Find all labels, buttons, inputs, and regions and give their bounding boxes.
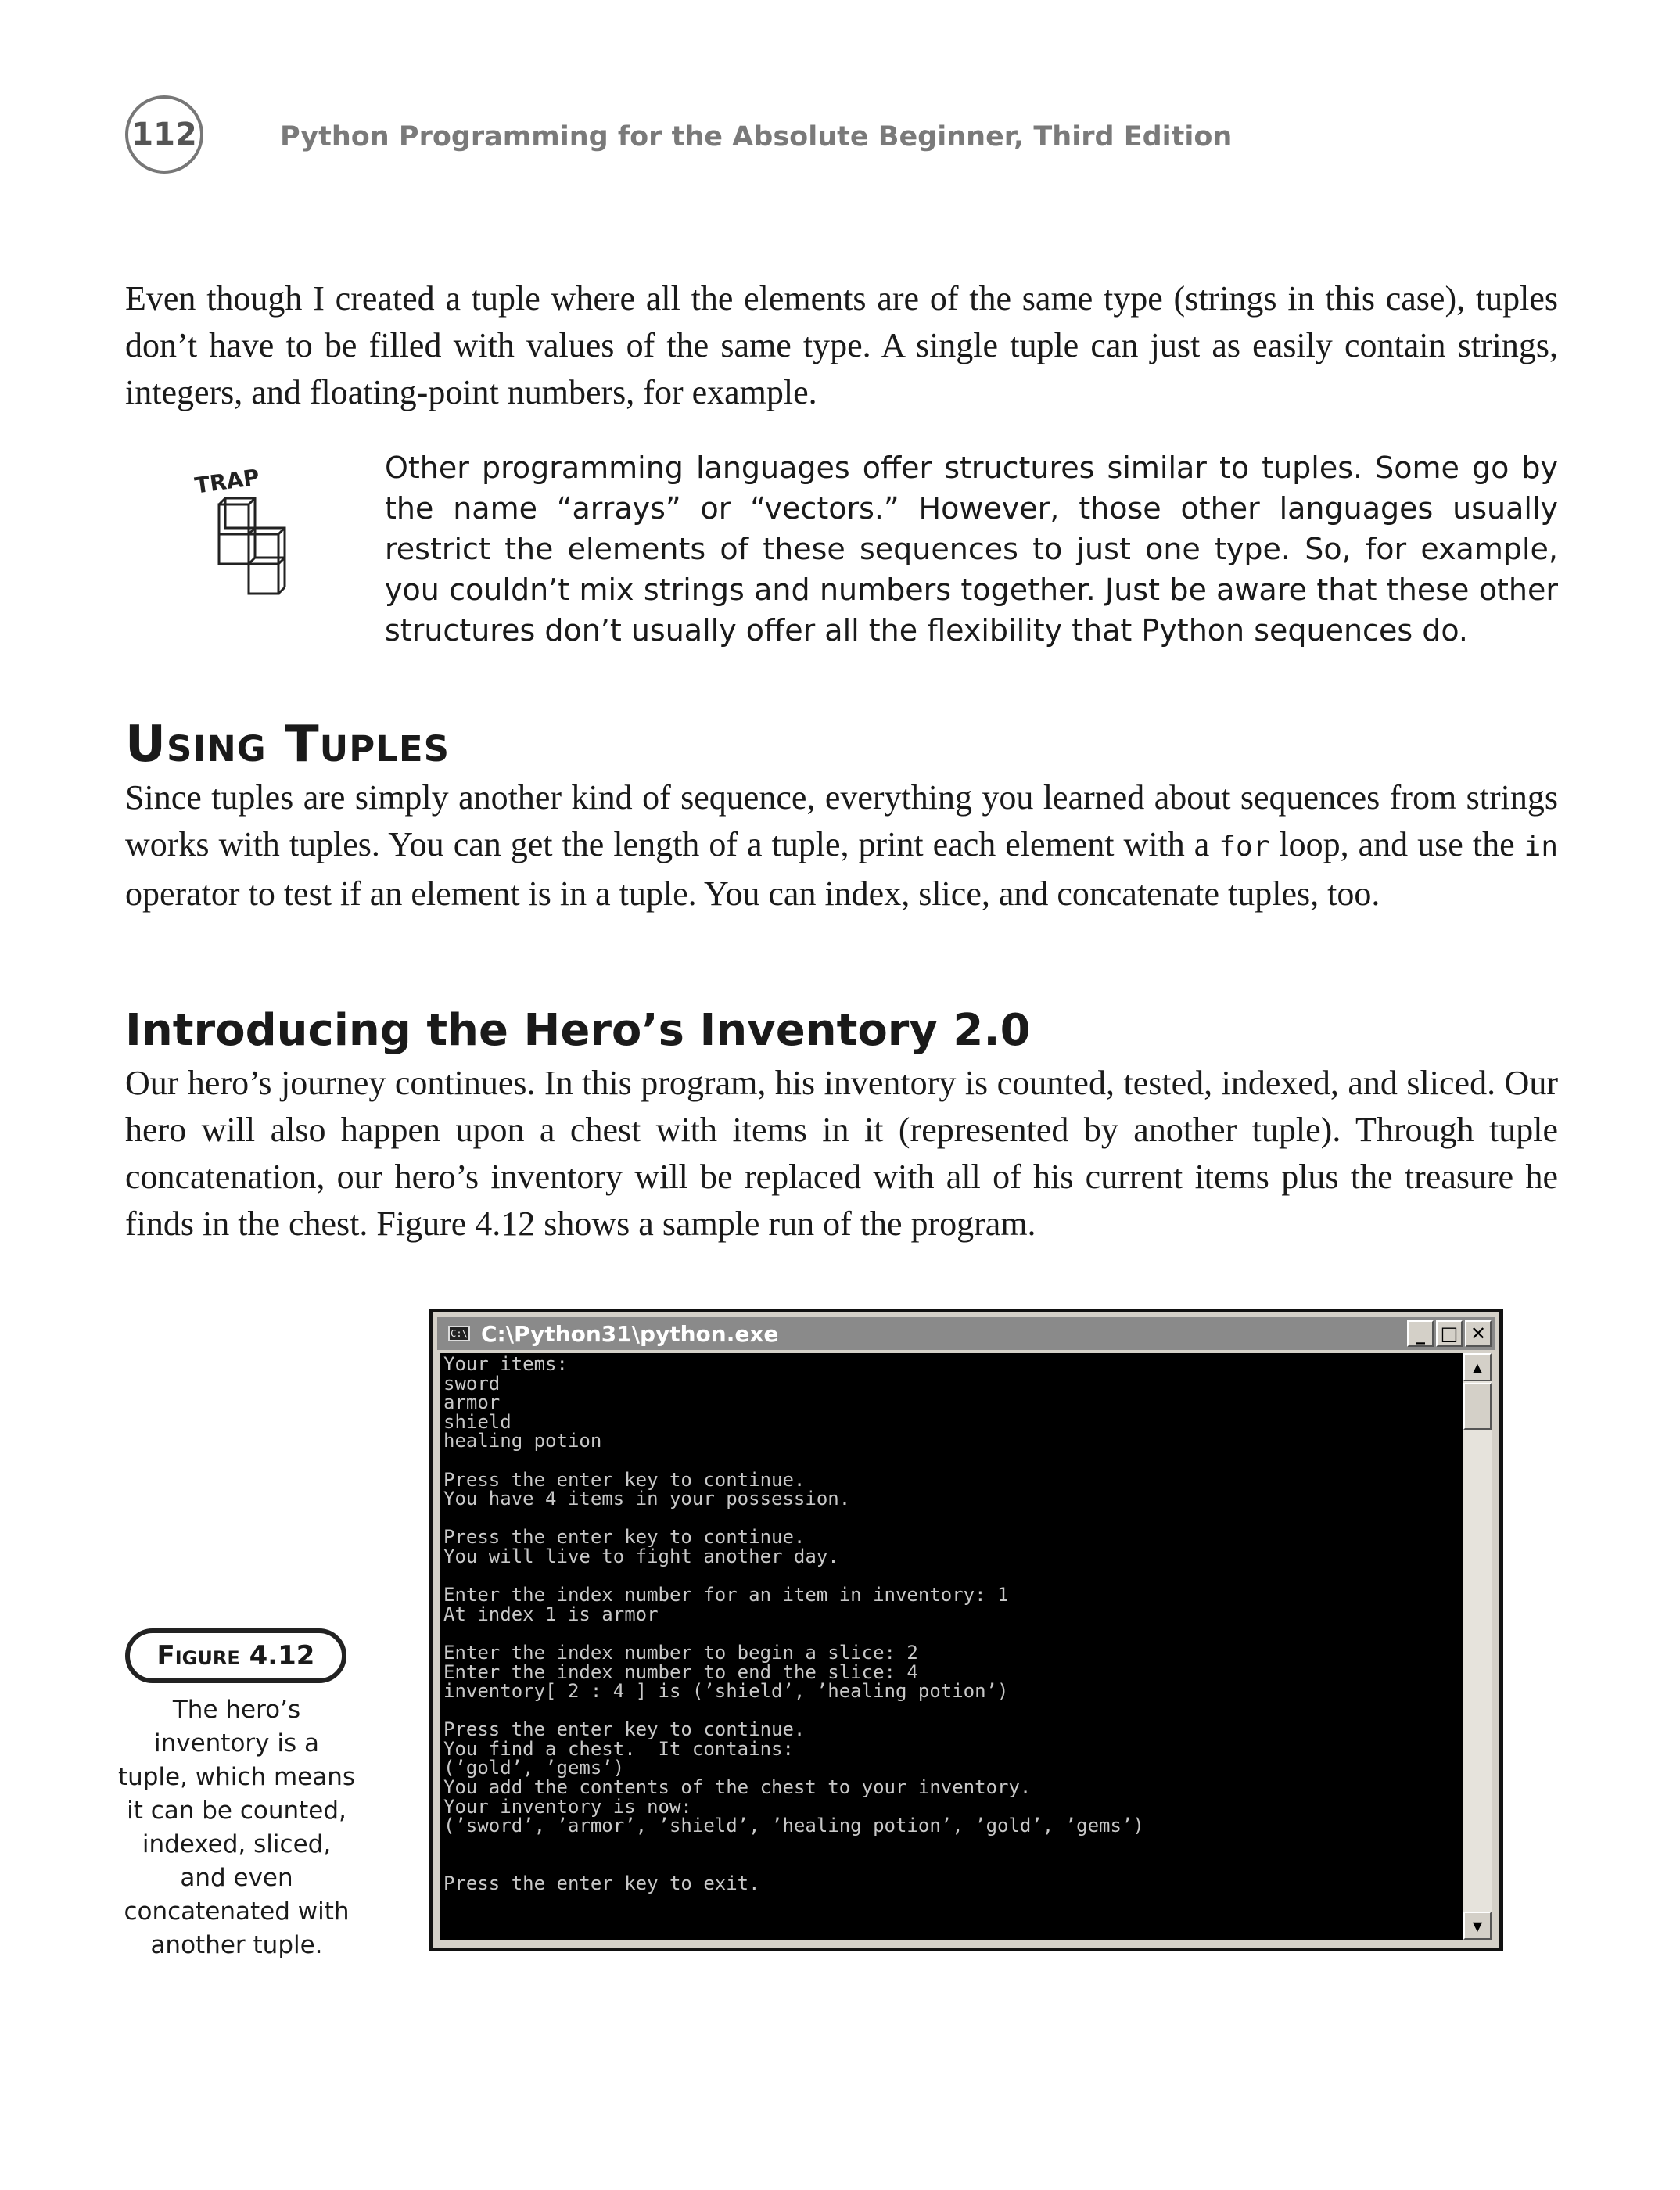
section-paragraph — [125, 774, 1558, 917]
close-button[interactable]: ✕ — [1465, 1320, 1492, 1347]
console-output: Your items: sword armor shield healing potion Press the enter key to continue. You have 4 items in your possession. Press the enter key to continue. You will live to fight another day. Enter the index number for an item in inventory: 1 At index 1 is armor Enter the index number to begin a slice: 2 Enter the index number to end the slice: 4 inventory[ 2 : 4 ] is (’shield’, ’healing potion’) Press the enter key to continue. You find a chest. It contains: (’gold’, ’gems’) You add the contents of the chest to your inventory. Your inventory is now: (’sword’, ’armor’, ’shield’, ’healing potion’, ’gold’, ’gems’) Press the enter key to exit. — [443, 1353, 1144, 1895]
window-controls — [1407, 1320, 1492, 1347]
console-scrollbar[interactable] — [1463, 1353, 1492, 1940]
scroll-thumb[interactable] — [1463, 1383, 1492, 1430]
trap-icon-label: TRAP — [193, 464, 261, 499]
trap-icon — [192, 458, 317, 606]
console-titlebar[interactable] — [437, 1317, 1495, 1350]
subsection-heading: Introducing the Hero’s Inventory 2.0 — [125, 1005, 1031, 1056]
code-for: for — [1219, 831, 1270, 863]
console-screen[interactable] — [440, 1353, 1463, 1940]
section-heading: Using Tuples — [125, 716, 451, 774]
figure-caption: The hero’s inventory is a tuple, which means it can be counted, indexed, sliced, and even concatenated with another tuple. — [117, 1696, 356, 1959]
intro-paragraph: Even though I created a tuple where all the elements are of the same type (strings in this case), tuples don’t have to be filled with values of the same type. A single tuple can just as easily contain strings, integers, and floating-point numbers, for example. — [125, 279, 1558, 411]
console-window — [429, 1309, 1503, 1951]
figure-label: Figure 4.12 — [125, 1628, 346, 1683]
section-text-1: Since tuples are simply another kind of sequence, everything you learned about sequences from strings works with tuples. You can get the length of a tuple, print each element with a — [125, 778, 1558, 863]
subsection-paragraph: Our hero’s journey continues. In this program, his inventory is counted, tested, indexed, and sliced. Our hero will also happen upon a chest with items in it (represented by another tuple). Through tuple concatenation, our hero’s inventory will be replaced with all of his current items plus the treasure he finds in the chest. Figure 4.12 shows a sample run of the program. — [125, 1064, 1558, 1243]
scroll-down-arrow-icon[interactable]: ▼ — [1463, 1912, 1492, 1940]
console-title: C:\Python31\python.exe — [481, 1320, 779, 1347]
code-in: in — [1524, 831, 1558, 863]
section-text-3: operator to test if an element is in a tuple. You can index, slice, and concatenate tuples, too. — [125, 874, 1380, 913]
trap-text: Other programming languages offer structures similar to tuples. Some go by the name “arrays” or “vectors.” However, those other languages usually restrict the elements of these sequences to just one type. So, for example, you couldn’t mix strings and numbers together. Just be aware that these other structures don’t usually offer all the flexibility that Python sequences do. — [385, 451, 1558, 648]
console-app-icon: C:\ — [448, 1326, 470, 1341]
maximize-button[interactable]: □ — [1436, 1320, 1463, 1347]
running-head: Python Programming for the Absolute Beginner, Third Edition — [280, 121, 1233, 153]
section-text-2: loop, and use the — [1269, 825, 1524, 863]
page-number: 112 — [125, 95, 203, 174]
scroll-up-arrow-icon[interactable]: ▲ — [1463, 1353, 1492, 1381]
minimize-button[interactable]: _ — [1407, 1320, 1434, 1347]
